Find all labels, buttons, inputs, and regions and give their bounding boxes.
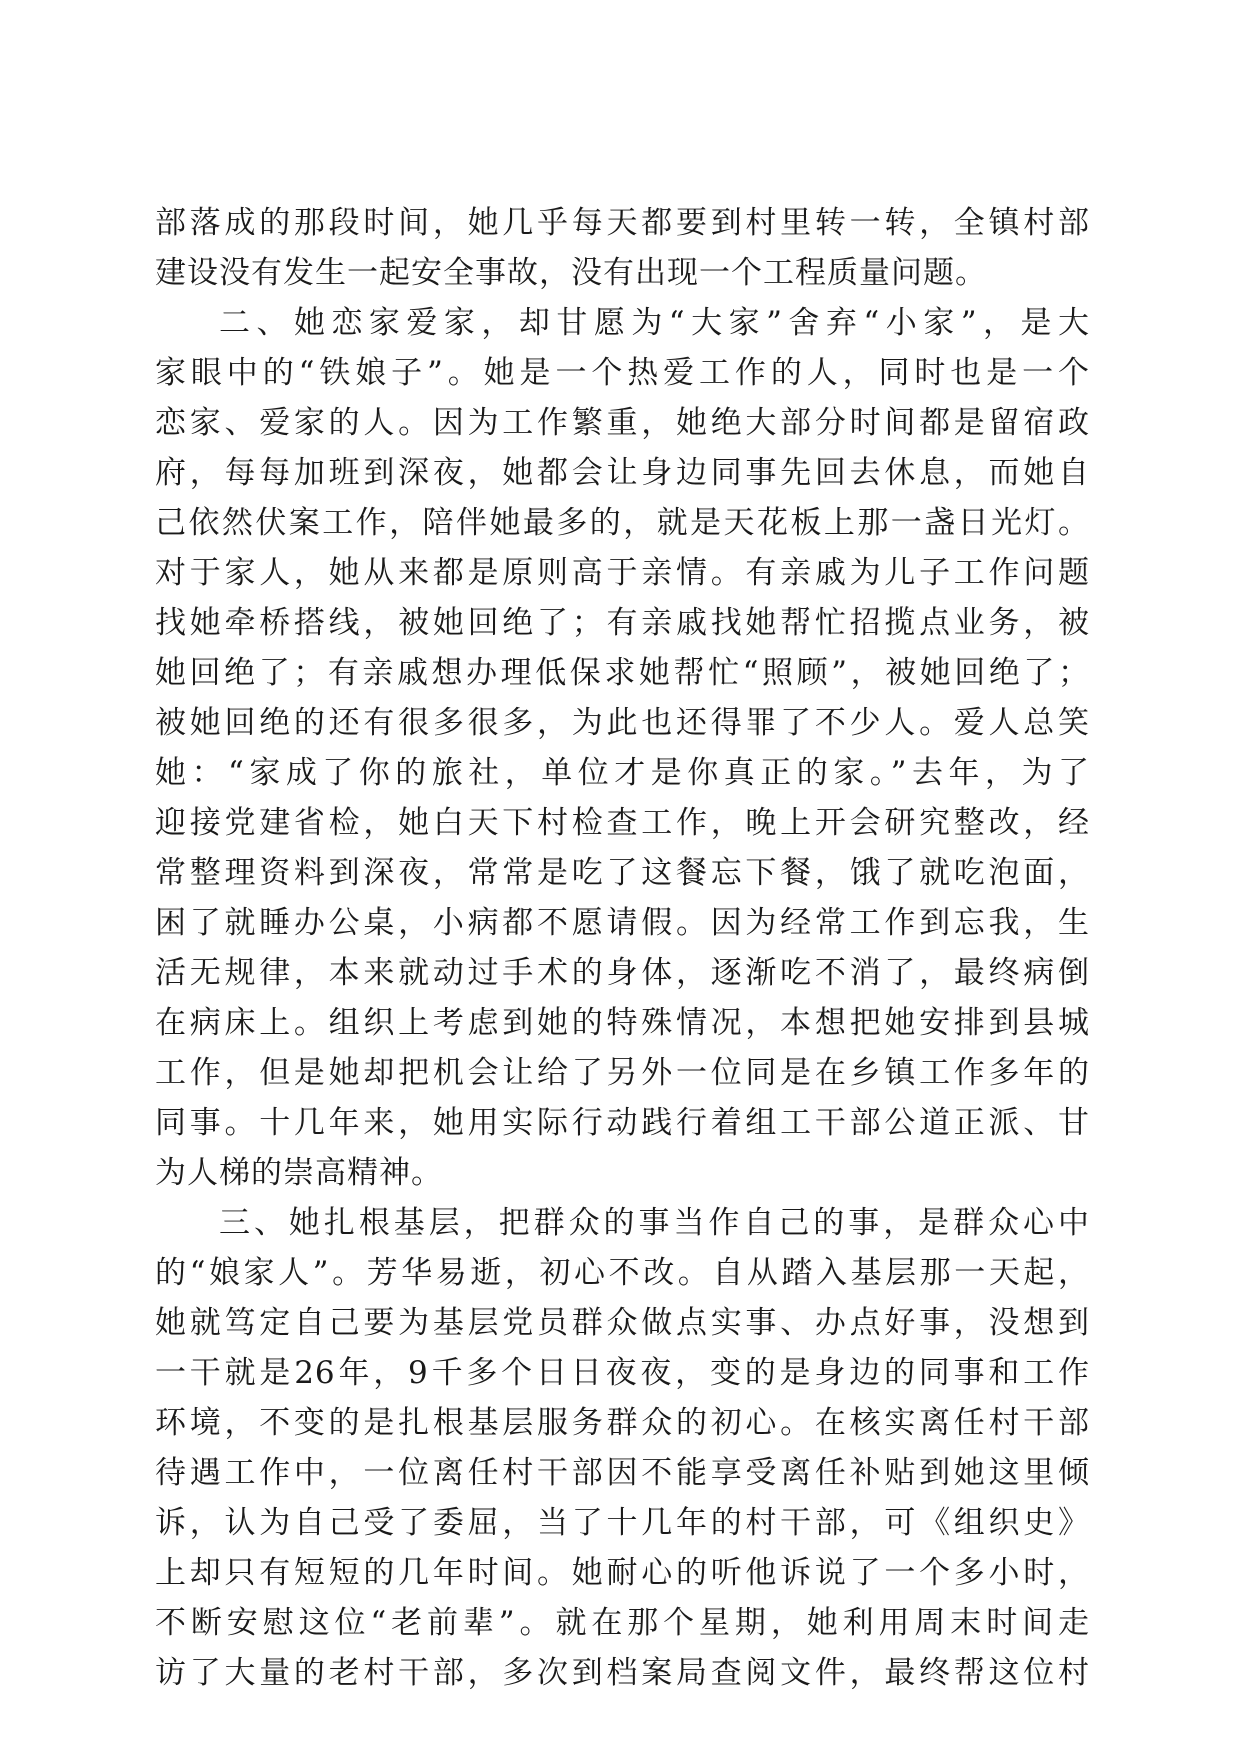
text-line: 对于家人，她从来都是原则高于亲情。有亲戚为儿子工作问题 bbox=[155, 555, 1090, 591]
body-text bbox=[155, 198, 1090, 1698]
paragraph-start-line: 二、她恋家爱家，却甘愿为“大家”舍弃“小家”，是大 bbox=[219, 305, 1090, 341]
text-line: 环境，不变的是扎根基层服务群众的初心。在核实离任村干部 bbox=[155, 1405, 1090, 1441]
text-line: 建设没有发生一起安全事故，没有出现一个工程质量问题。 bbox=[155, 255, 987, 291]
text-line: 常整理资料到深夜，常常是吃了这餐忘下餐，饿了就吃泡面， bbox=[155, 855, 1090, 891]
text-line: 诉，认为自己受了委屈，当了十几年的村干部，可《组织史》 bbox=[155, 1505, 1090, 1541]
text-line: 她：“家成了你的旅社，单位才是你真正的家。”去年，为了 bbox=[155, 755, 1090, 791]
text-line: 恋家、爱家的人。因为工作繁重，她绝大部分时间都是留宿政 bbox=[155, 405, 1090, 441]
text-line: 府，每每加班到深夜，她都会让身边同事先回去休息，而她自 bbox=[155, 455, 1090, 491]
text-line: 部落成的那段时间，她几乎每天都要到村里转一转，全镇村部 bbox=[155, 205, 1090, 241]
text-line: 被她回绝的还有很多很多，为此也还得罪了不少人。爱人总笑 bbox=[155, 705, 1090, 741]
text-line: 家眼中的“铁娘子”。她是一个热爱工作的人，同时也是一个 bbox=[155, 355, 1090, 391]
text-line: 她回绝了；有亲戚想办理低保求她帮忙“照顾”，被她回绝了； bbox=[155, 655, 1090, 691]
text-line: 的“娘家人”。芳华易逝，初心不改。自从踏入基层那一天起， bbox=[155, 1255, 1090, 1291]
text-line: 访了大量的老村干部，多次到档案局查阅文件，最终帮这位村 bbox=[155, 1655, 1090, 1691]
text-line: 找她牵桥搭线，被她回绝了；有亲戚找她帮忙招揽点业务，被 bbox=[155, 605, 1090, 641]
text-line: 待遇工作中，一位离任村干部因不能享受离任补贴到她这里倾 bbox=[155, 1455, 1090, 1491]
text-line: 困了就睡办公桌，小病都不愿请假。因为经常工作到忘我，生 bbox=[155, 905, 1090, 941]
text-line: 她就笃定自己要为基层党员群众做点实事、办点好事，没想到 bbox=[155, 1305, 1090, 1341]
text-line: 一干就是26年，9千多个日日夜夜，变的是身边的同事和工作 bbox=[155, 1355, 1090, 1391]
text-line: 不断安慰这位“老前辈”。就在那个星期，她利用周末时间走 bbox=[155, 1605, 1090, 1641]
paragraph-start-line: 三、她扎根基层，把群众的事当作自己的事，是群众心中 bbox=[219, 1205, 1090, 1241]
text-line: 迎接党建省检，她白天下村检查工作，晚上开会研究整改，经 bbox=[155, 805, 1090, 841]
text-line: 在病床上。组织上考虑到她的特殊情况，本想把她安排到县城 bbox=[155, 1005, 1090, 1041]
text-line: 己依然伏案工作，陪伴她最多的，就是天花板上那一盏日光灯。 bbox=[155, 505, 1090, 541]
text-line: 工作，但是她却把机会让给了另外一位同是在乡镇工作多年的 bbox=[155, 1055, 1090, 1091]
text-line: 活无规律，本来就动过手术的身体，逐渐吃不消了，最终病倒 bbox=[155, 955, 1090, 991]
text-line: 上却只有短短的几年时间。她耐心的听他诉说了一个多小时， bbox=[155, 1555, 1090, 1591]
text-line: 为人梯的崇高精神。 bbox=[155, 1155, 443, 1191]
text-line: 同事。十几年来，她用实际行动践行着组工干部公道正派、甘 bbox=[155, 1105, 1090, 1141]
